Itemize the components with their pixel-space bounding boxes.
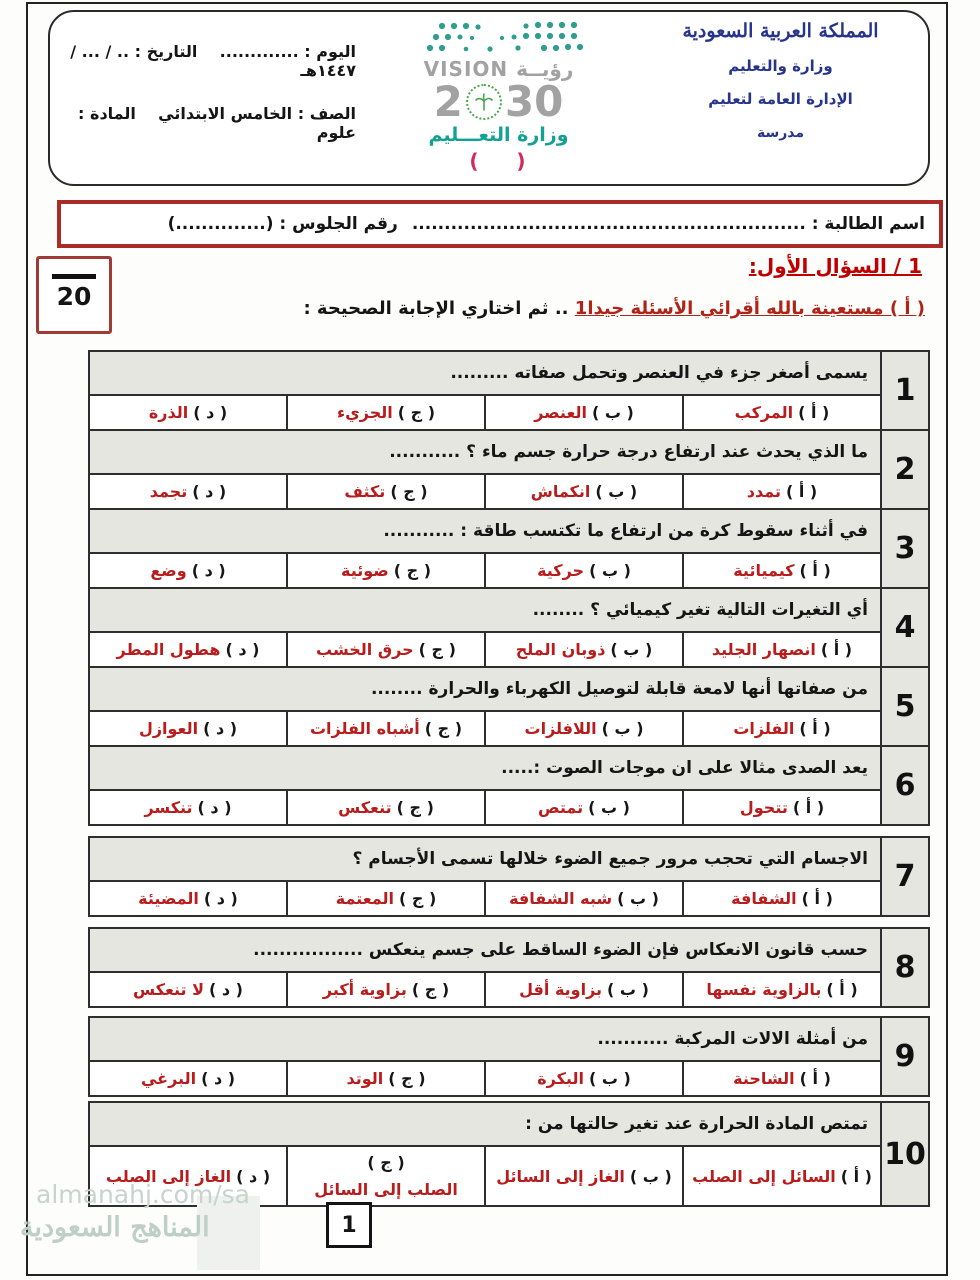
option-text: الغاز إلى الصلب — [105, 1166, 232, 1186]
question-text: تمتص المادة الحرارة عند تغير حالتها من : — [90, 1103, 880, 1147]
question-content — [90, 431, 880, 508]
exam-info-block — [50, 12, 364, 184]
option-text: الجزيء — [336, 403, 393, 422]
option-text: الفلزات — [733, 719, 795, 738]
option-cell — [484, 554, 682, 587]
option-text: العوازل — [138, 719, 199, 738]
question-block — [88, 666, 930, 747]
school-name: مدرسة — [756, 125, 805, 141]
option-cell — [484, 475, 682, 508]
option-letter: ( ج ) — [388, 1069, 426, 1088]
vision-wordmark: VISION رؤيــة — [423, 57, 574, 81]
option-text: تنعكس — [338, 798, 392, 817]
option-letter: ( ب ) — [617, 889, 659, 908]
question-block — [88, 587, 930, 668]
question-block — [88, 350, 930, 431]
option-cell — [682, 712, 880, 745]
option-text: اللافلزات — [524, 719, 597, 738]
option-letter: ( د ) — [201, 1069, 236, 1088]
ministry-of-education-wordmark: وزارة التعـــليم — [428, 124, 569, 146]
questions-table — [88, 352, 930, 1207]
question-text: يسمى أصغر جزء في العنصر وتحمل صفاته ......... — [90, 352, 880, 396]
day-date-line: اليوم : ............. التاريخ : .. / ... / ١٤٤٧هـ — [70, 42, 356, 80]
option-cell — [682, 554, 880, 587]
option-cell — [682, 1062, 880, 1095]
ministry-name: وزارة والتعليم — [728, 57, 833, 75]
options-row — [90, 712, 880, 745]
option-letter: ( أ ) — [801, 889, 833, 908]
question-block — [88, 927, 930, 1008]
option-letter: ( د ) — [191, 561, 226, 580]
options-row — [90, 1062, 880, 1095]
option-text: شبه الشفافة — [509, 889, 613, 908]
question-text: في أثناء سقوط كرة من ارتفاع ما تكتسب طاقة : ........... — [90, 510, 880, 554]
option-text: الشفافة — [731, 889, 797, 908]
option-letter: ( ب ) — [588, 1069, 631, 1088]
question-block — [88, 508, 930, 589]
question-number: 1 — [880, 352, 928, 429]
option-cell — [682, 633, 880, 666]
option-letter: ( ب ) — [629, 1166, 672, 1186]
option-text: بزاوية أقل — [519, 980, 603, 999]
option-letter: ( ج ) — [418, 640, 456, 659]
option-text: ذوبان الملح — [515, 640, 606, 659]
option-cell — [286, 475, 484, 508]
year-digit-2: 2 — [433, 77, 463, 126]
option-cell — [484, 396, 682, 429]
option-text: تنكسر — [144, 798, 193, 817]
option-text: العنصر — [534, 403, 587, 422]
option-cell — [286, 882, 484, 915]
option-text: تجمد — [149, 482, 188, 501]
question-content — [90, 929, 880, 1006]
question-text: أي التغيرات التالية تغير كيميائي ؟ ........ — [90, 589, 880, 633]
question-text: حسب قانون الانعكاس فإن الضوء الساقط على جسم ينعكس ................. — [90, 929, 880, 973]
option-cell — [682, 791, 880, 824]
question-content — [90, 352, 880, 429]
option-letter: ( ب ) — [588, 798, 630, 817]
question-block — [88, 836, 930, 917]
option-letter: ( د ) — [192, 482, 227, 501]
option-cell — [286, 1147, 484, 1205]
option-text: الشاحنة — [733, 1069, 795, 1088]
option-letter: ( أ ) — [840, 1166, 872, 1186]
options-row — [90, 791, 880, 824]
option-cell — [484, 1147, 682, 1205]
instruction-black-part: .. ثم اختاري الإجابة الصحيحة : — [303, 298, 575, 319]
option-text: حركية — [537, 561, 585, 580]
option-letter: ( ج ) — [398, 889, 437, 908]
option-cell — [286, 554, 484, 587]
option-cell — [90, 475, 286, 508]
options-row — [90, 475, 880, 508]
option-letter: ( ج ) — [397, 403, 436, 422]
options-row — [90, 554, 880, 587]
option-cell — [90, 791, 286, 824]
option-text: المركب — [734, 403, 794, 422]
section-title: 1 / السؤال الأول: — [748, 254, 922, 278]
score-divider — [52, 274, 96, 279]
option-text: الذرة — [148, 403, 189, 422]
option-cell — [286, 396, 484, 429]
question-block — [88, 1016, 930, 1097]
option-cell — [484, 882, 682, 915]
question-content — [90, 510, 880, 587]
option-letter: ( ج ) — [390, 482, 428, 501]
question-content — [90, 747, 880, 824]
option-cell — [286, 791, 484, 824]
option-letter: ( د ) — [193, 403, 228, 422]
question-text: من أمثلة الالات المركبة ........... — [90, 1018, 880, 1062]
option-text: حرق الخشب — [316, 640, 414, 659]
option-letter: ( د ) — [197, 798, 232, 817]
option-cell — [682, 882, 880, 915]
option-text: المضيئة — [138, 889, 199, 908]
student-info-bar — [57, 200, 943, 248]
instruction-red-part: ( أ ) مستعينة بالله أقرائي الأسئلة جيدا1 — [574, 298, 925, 319]
question-text: من صفاتها أنها لامعة قابلة لتوصيل الكهرباء والحرارة ........ — [90, 668, 880, 712]
option-letter: ( أ ) — [799, 561, 831, 580]
grade-parentheses: ( ) — [469, 149, 528, 173]
question-content — [90, 838, 880, 915]
option-letter: ( د ) — [225, 640, 260, 659]
option-text: المعتمة — [335, 889, 394, 908]
page-number-box — [326, 1202, 372, 1248]
option-text: تتحول — [739, 798, 788, 817]
kingdom-title: المملكة العربية السعودية — [682, 20, 879, 42]
option-letter: ( أ ) — [785, 482, 818, 501]
option-letter: ( أ ) — [798, 403, 830, 422]
option-text: أشباه الفلزات — [309, 719, 420, 738]
question-number: 6 — [880, 747, 928, 824]
question-content — [90, 668, 880, 745]
option-text: البكرة — [537, 1069, 584, 1088]
options-row — [90, 973, 880, 1006]
score-box — [36, 256, 112, 334]
option-letter: ( ج ) — [367, 1153, 405, 1172]
option-letter: ( د ) — [203, 719, 238, 738]
option-text: الوتد — [346, 1069, 384, 1088]
question-number: 8 — [880, 929, 928, 1006]
question-text: يعد الصدى مثالا على ان موجات الصوت :..... — [90, 747, 880, 791]
option-text: بالزاوية نفسها — [706, 980, 822, 999]
option-letter: ( ب ) — [610, 640, 653, 659]
student-name-label: اسم الطالبة : ............................................................. — [411, 214, 925, 234]
question-text: الاجسام التي تحجب مرور جميع الضوء خلالها تسمى الأجسام ؟ — [90, 838, 880, 882]
option-text: بزاوية أكبر — [322, 980, 407, 999]
option-cell — [682, 1147, 880, 1205]
palm-emblem-icon — [466, 84, 502, 120]
options-row — [90, 396, 880, 429]
dots-pattern-icon — [414, 20, 584, 60]
options-row — [90, 633, 880, 666]
option-letter: ( ب ) — [607, 980, 649, 999]
option-cell — [90, 396, 286, 429]
seat-number-label: رقم الجلوس : (..............) — [167, 214, 398, 234]
instruction-line — [303, 298, 925, 319]
option-cell — [90, 712, 286, 745]
option-letter: ( د ) — [209, 980, 243, 999]
question-text: ما الذي يحدث عند ارتفاع درجة حرارة جسم ماء ؟ ........... — [90, 431, 880, 475]
option-text: هطول المطر — [116, 640, 221, 659]
administration-name: الإدارة العامة لتعليم — [708, 90, 853, 108]
option-cell — [286, 1062, 484, 1095]
year-2030 — [433, 77, 564, 126]
option-cell — [90, 1062, 286, 1095]
option-text: الغاز إلى السائل — [496, 1166, 625, 1186]
question-content — [90, 1018, 880, 1095]
option-text: تمتص — [538, 798, 584, 817]
option-letter: ( ج ) — [424, 719, 463, 738]
question-number: 4 — [880, 589, 928, 666]
option-letter: ( أ ) — [820, 640, 853, 659]
question-number: 7 — [880, 838, 928, 915]
option-letter: ( أ ) — [799, 719, 831, 738]
option-cell — [484, 1062, 682, 1095]
option-cell — [682, 475, 880, 508]
option-letter: ( أ ) — [792, 798, 825, 817]
question-block — [88, 745, 930, 826]
option-cell — [90, 882, 286, 915]
option-text: الصلب إلى السائل — [314, 1180, 458, 1199]
option-letter: ( ج ) — [411, 980, 450, 999]
option-text: السائل إلى الصلب — [692, 1166, 836, 1186]
option-text: انصهار الجليد — [711, 640, 816, 659]
option-text: البرغي — [140, 1069, 197, 1088]
ministry-text-block — [633, 12, 928, 184]
option-text: انكماش — [530, 482, 591, 501]
option-cell — [286, 973, 484, 1006]
option-cell — [682, 396, 880, 429]
option-text: تكثف — [344, 482, 386, 501]
option-cell — [286, 712, 484, 745]
option-cell — [90, 973, 286, 1006]
option-text: لا تنعكس — [133, 980, 204, 999]
question-number: 5 — [880, 668, 928, 745]
option-letter: ( د ) — [203, 889, 238, 908]
option-cell — [484, 712, 682, 745]
option-cell — [484, 791, 682, 824]
year-digit-30: 30 — [504, 77, 564, 126]
option-cell — [484, 973, 682, 1006]
option-letter: ( ب ) — [601, 719, 644, 738]
option-letter: ( أ ) — [826, 980, 858, 999]
watermark-brand: المناهج السعودية — [20, 1212, 210, 1243]
option-letter: ( أ ) — [799, 1069, 831, 1088]
option-text: ضوئية — [340, 561, 389, 580]
score-value: 20 — [56, 282, 92, 311]
question-content — [90, 589, 880, 666]
option-letter: ( د ) — [236, 1166, 271, 1186]
question-number: 2 — [880, 431, 928, 508]
option-letter: ( ب ) — [589, 561, 631, 580]
vision-2030-logo — [364, 12, 633, 184]
question-number: 9 — [880, 1018, 928, 1095]
class-subject-line: الصف : الخامس الابتدائي المادة : علوم — [78, 104, 356, 142]
question-block — [88, 429, 930, 510]
page-number: 1 — [341, 1212, 357, 1238]
option-cell — [90, 633, 286, 666]
option-letter: ( ج ) — [396, 798, 434, 817]
question-number: 3 — [880, 510, 928, 587]
watermark-url: almanahj.com/sa — [36, 1180, 251, 1209]
option-cell — [484, 633, 682, 666]
option-cell — [682, 973, 880, 1006]
option-letter: ( ب ) — [595, 482, 638, 501]
option-cell — [286, 633, 484, 666]
option-letter: ( ج ) — [393, 561, 432, 580]
options-row — [90, 882, 880, 915]
option-letter: ( ب ) — [591, 403, 634, 422]
option-text: وضع — [150, 561, 187, 580]
question-number: 10 — [880, 1103, 928, 1205]
option-text: تمدد — [746, 482, 781, 501]
option-text: كيميائية — [733, 561, 795, 580]
option-cell — [90, 554, 286, 587]
exam-header-box — [48, 10, 930, 186]
